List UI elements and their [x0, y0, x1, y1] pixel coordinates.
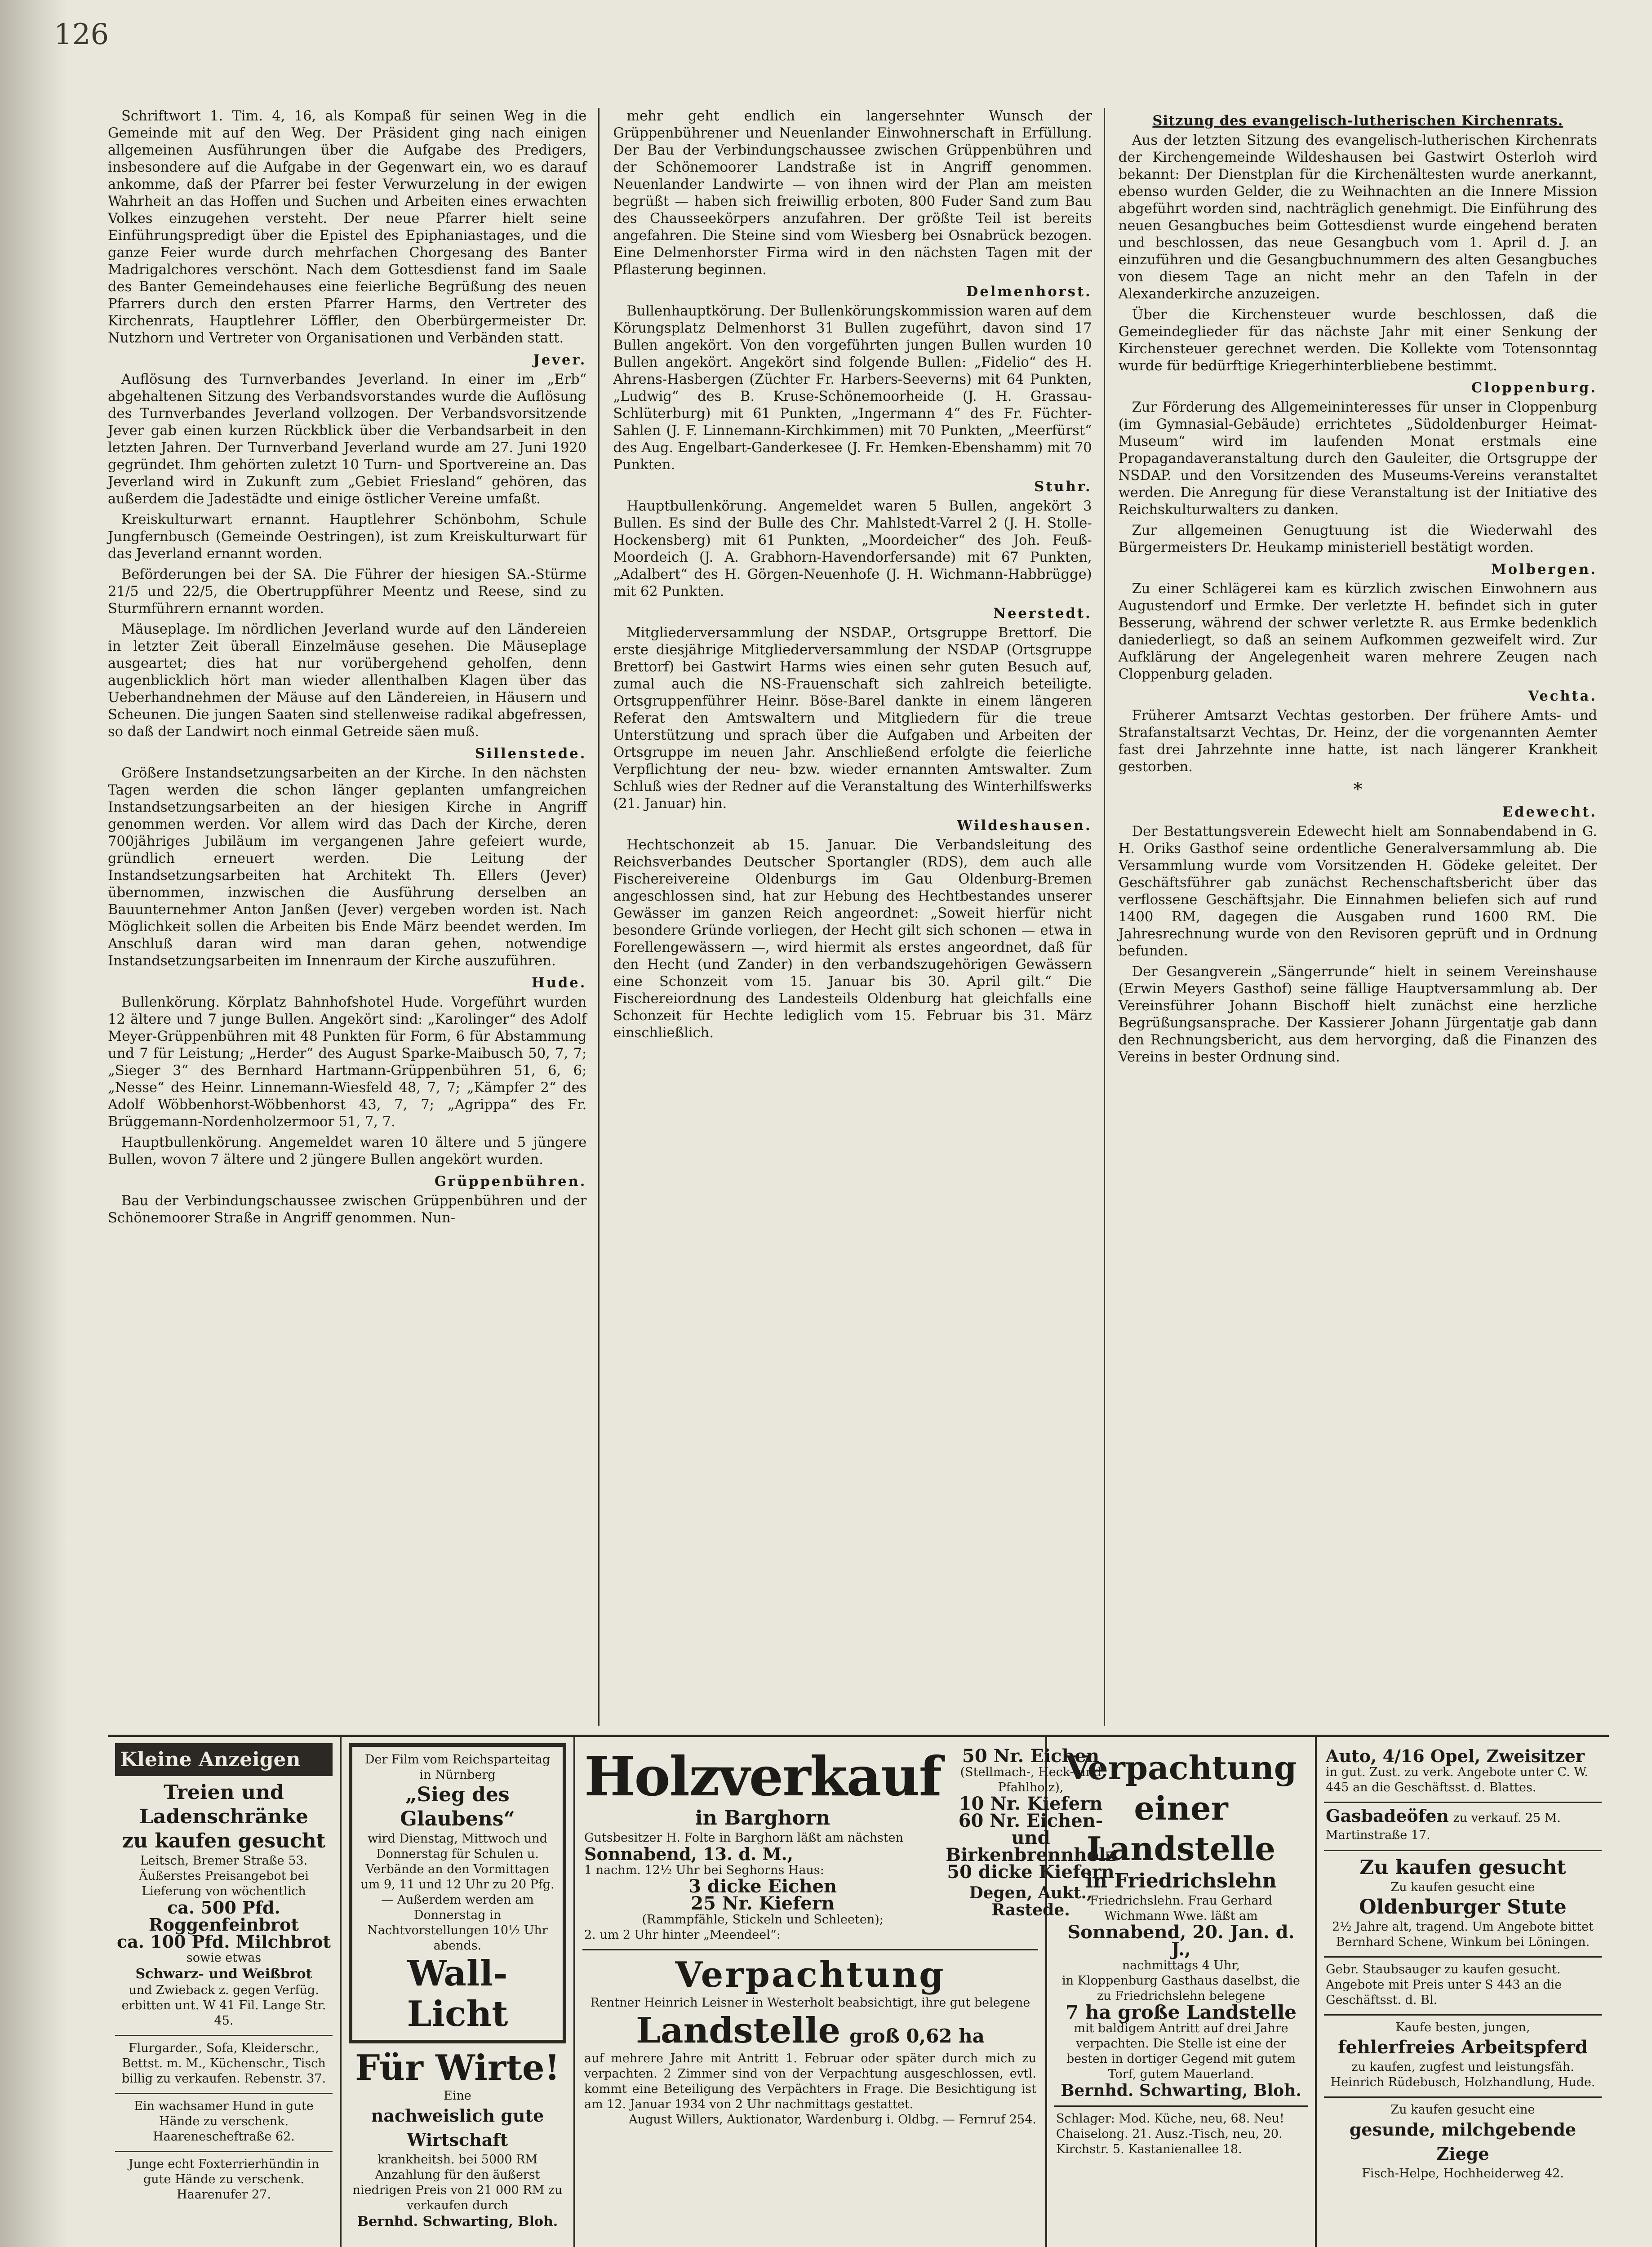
ad-text: 2½ Jahre alt, tragend. Um Angebote bittet Bernhard Schene, Winkum bei Löningen.: [1332, 1920, 1594, 1949]
ad-text: Rentner Heinrich Leisner in Westerholt beabsichtigt, ihre gut belegene: [590, 1996, 1030, 2010]
dateline: Molbergen.: [1491, 561, 1597, 577]
ad-text: Zu kaufen gesucht eine: [1390, 2103, 1535, 2117]
ad-title: Gasbadeöfen: [1326, 1806, 1449, 1826]
article-columns: [108, 108, 1609, 1726]
ad-note: (Stellmach-, Heck- und Pfahlholz),: [960, 1765, 1101, 1794]
ad-text: Gutsbesitzer H. Folte in Barghorn läßt am nächsten: [584, 1831, 904, 1845]
article-paragraph: Zur Förderung des Allgemeininteresses für unser in Cloppenburg (im Gymnasial-Gebäude) errichtetes „Südoldenburger Heimat-Museum“ wird im laufenden Monat erstmals eine Propagandaveranstaltung durch den Gauleiter, die Ortsgruppe der NSDAP. und den Vorsitzenden des Museums-Vereins veranstaltet werden. Die Anregung für diese Veranstaltung ist der Initiative des Reichskulturwalters zu danken.: [1118, 400, 1597, 518]
ad-headline: nachweislich gute Wirtschaft: [371, 2105, 544, 2150]
ad-title: Zu kaufen gesucht: [1359, 1856, 1566, 1879]
ad-column-2: [342, 1737, 575, 2247]
dateline: Delmenhorst.: [966, 284, 1092, 300]
ad-film: [349, 1743, 566, 2043]
ad-place: in Friedrichslehn: [1085, 1870, 1277, 1892]
article-paragraph: Aus der letzten Sitzung des evangelisch-lutherischen Kirchenrats der Kirchengemeinde Wildeshausen bei Gastwirt Osterloh wird bekannt: Der Dienstplan für die Kirchenältesten wurde anerkannt, ebenso wurden Gelder, die zu Weihnachten an die Innere Mission abgeführt worden sind, nachträglich genehmigt. Die Einführung des neuen Gesangbuches beim Gottesdienst wurde eingehend beraten und beschlossen, das neue Gesangbuch vom 1. April d. J. an einzuführen und die Gesangbuchnummern des alten Gesangbuches von diesem Tage an nicht mehr an den Tafeln in der Alexanderkirche anzuzeigen.: [1118, 133, 1597, 302]
ad-text: Friedrichslehn. Frau Gerhard Wichmann Wwe. läßt am: [1090, 1894, 1272, 1923]
dateline: Grüppenbühren.: [434, 1173, 587, 1190]
ad-item: Schwarz- und Weißbrot: [135, 1966, 312, 1982]
article-paragraph: Kreiskulturwart ernannt. Hauptlehrer Schönbohm, Schule Jungfernbusch (Gemeinde Oestringen), ist zum Kreiskulturwart für das Jeverland ernannt worden.: [108, 512, 587, 562]
ad-text: Kaufe besten, jungen,: [1395, 2021, 1530, 2034]
ad-time: 2. um 2 Uhr hinter „Meendeel“:: [584, 1928, 781, 1942]
ad-contact: August Willers, Auktionator, Wardenburg i. Oldbg. — Fernruf 254.: [629, 2113, 1036, 2127]
ad-lease: [582, 1950, 1038, 2134]
ad-size: 7 ha große Landstelle: [1065, 2001, 1297, 2023]
dateline: Stuhr.: [1034, 479, 1092, 495]
ad-farm-lease: [1054, 1743, 1308, 2107]
ad-headline: Landstelle: [636, 2010, 841, 2051]
ad-title: „Sieg des Glaubens“: [400, 1783, 515, 1830]
ad-contact: Bernhd. Schwarting, Bloh.: [1061, 2081, 1301, 2100]
article-paragraph: Bullenhauptkörung. Der Bullenkörungskommission waren auf dem Körungsplatz Delmenhorst 31 Bullen zugeführt, davon sind 17 Bullen angekört. Von den vorgeführten jungen Bullen wurden 10 Bullen angekört. Angekört sind folgende Bullen: „Fidelio“ des H. Ahrens-Hasbergen (Züchter Fr. Harbers-Seeverns) mit 64 Punkten, „Ludwig“ des B. Kruse-Schönemoorheide (J. H. Grassau-Schlüterburg) mit 61 Punkten, „Ingermann 4“ des Fr. Füchter-Sahlen (J. F. Linnemann-Kirchkimmen) mit 70 Punkten, „Meerfürst“ des Aug. Engelbart-Ganderkesee (J. Fr. Hemken-Ebenshamm) mit 70 Punkten.: [613, 303, 1092, 473]
article-paragraph: Bullenkörung. Körplatz Bahnhofshotel Hude. Vorgeführt wurden 12 ältere und 7 junge Bullen. Angekört sind: „Karolinger“ des Adolf Meyer-Grüppenbühren mit 48 Punkten für Form, 6 für Abstammung und 7 für Leistung; „Herder“ des August Sparke-Maibusch 50, 7, 7; „Sieger 3“ des Bernhard Hartmann-Grüppenbühren 51, 6, 6; „Nesse“ des Heinr. Linnemann-Wiesfeld 48, 7, 7; „Kämpfer 2“ des Adolf Wöbbenhorst-Wöbbenhorst 43, 7, 7; „Agrippa“ des Fr. Brüggemann-Nordenholzermoor 51, 7, 7.: [108, 995, 587, 1130]
ad-gas-heater: [1324, 1803, 1602, 1851]
article-paragraph: Schriftwort 1. Tim. 4, 16, als Kompaß für seinen Weg in die Gemeinde mit auf den Weg. Der Präsident ging nach einigen allgemeinen Ausführungen über die Aufgabe des Predigers, insbesondere auf die Aufgabe in der Gegenwart ein, wo es darauf ankomme, daß der Pfarrer bei fester Verwurzelung in der ewigen Wahrheit an das Hoffen und Suchen und Arbeiten eines erwachten Volkes einzugehen versteht. Der neue Pfarrer hielt seine Einführungspredigt über die Epistel des Epiphaniastages, und die ganze Feier wurde durch mehrfachen Chorgesang des Banter Madrigalchores verschönt. Nach dem Gottesdienst fand im Saale des Banter Gemeindehauses eine feierliche Begrüßung des neuen Pfarrers durch den ersten Pfarrer Harms, den Vertreter des Kirchenrats, Hauptlehrer Löffler, den Oberbürgermeister Dr. Nutzhorn und Vertreter von Organisationen und Verbänden statt.: [108, 108, 587, 346]
ad-contact: Bernhd. Schwarting, Bloh.: [357, 2214, 558, 2229]
ad-item: 50 dicke Kiefern: [947, 1861, 1115, 1883]
article-paragraph: Zu einer Schlägerei kam es kürzlich zwischen Einwohnern aus Augustendorf und Ermke. Der verletzte H. befindet sich in guter Besserung, während der schwer verletzte R. aus Ermke bedenklich daniederliegt, so daß an seinem Aufkommen gezweifelt wird. Zur Aufklärung der Angelegenheit waren mehrere Zeugen nach Cloppenburg geladen.: [1118, 581, 1597, 682]
column-3: [1119, 108, 1609, 1726]
ad-column-3: [575, 1737, 1116, 2247]
classifieds-banner: Kleine Anzeigen: [115, 1743, 333, 1776]
ad-place: in Barghorn: [695, 1807, 830, 1830]
ad-title: Holzverkauf: [584, 1745, 941, 1808]
ad-wood-sale: [582, 1743, 1116, 1950]
ad-text: in gut. Zust. zu verk. Angebote unter C. W. 445 an die Geschäftsst. d. Blattes.: [1326, 1765, 1588, 1794]
ad-text: Der Film vom Reichsparteitag in Nürnberg: [364, 1753, 551, 1782]
article-paragraph: Bau der Verbindungschaussee zwischen Grüppenbühren und der Schönemoorer Straße in Angriff genommen. Nun-: [108, 1193, 587, 1226]
ad-column-4: [1047, 1737, 1317, 2247]
ad-item: 3 dicke Eichen: [688, 1876, 837, 1897]
ad-item: 25 Nr. Kiefern: [691, 1893, 835, 1914]
ad-text: krankheitsh. bei 5000 RM Anzahlung für den äußerst niedrigen Preis von 21 000 RM zu verkaufen durch: [352, 2153, 563, 2212]
ad-text: mit baldigem Antritt auf drei Jahre verpachten. Die Stelle ist eine der besten in dortiger Gegend mit gutem Torf, gutem Mauerland.: [1066, 2021, 1296, 2081]
ad-text: Zu kaufen gesucht eine: [1390, 1880, 1535, 1894]
ad-text: zu kaufen, zugfest und leistungsfäh. Heinrich Rüdebusch, Holzhandlung, Hude.: [1330, 2060, 1595, 2089]
ad-horse-wanted: [1324, 1851, 1602, 1958]
dateline: Vechta.: [1528, 688, 1597, 704]
ad-dog: Ein wachsamer Hund in gute Hände zu verschenk. Haarenescheftraße 62.: [115, 2094, 333, 2152]
separator-star: *: [1353, 779, 1363, 800]
article-paragraph: Der Gesangverein „Sängerrunde“ hielt in seinem Vereinshause (Erwin Meyers Gasthof) seine fällige Hauptversammlung ab. Der Vereinsführer Johann Bischoff hielt zunächst eine herzliche Begrüßungsansprache. Der Kassierer Johann Jürgentatje gab dann den Rechnungsbericht, aus dem hervorging, daß die Finanzen des Vereins in bester Ordnung sind.: [1118, 964, 1597, 1065]
ad-contact: Degen, Aukt., Rastede.: [969, 1883, 1092, 1919]
page-number: 126: [54, 18, 109, 51]
ad-furniture: Flurgarder., Sofa, Kleiderschr., Bettst. m. M., Küchenschr., Tisch billig zu verkaufen. Rebenstr. 37.: [115, 2036, 333, 2094]
article-paragraph: Mäuseplage. Im nördlichen Jeverland wurde auf den Ländereien in letzter Zeit überall Einzelmäuse gesehen. Die Mäuseplage ausgeartet; dies hat nur vorübergehend geholfen, denn augenblicklich hört man wieder allenthalben Klagen über das Ueberhandnehmen der Mäuse auf den Ländereien, in Häusern und Scheunen. Die jungen Saaten sind stellenweise radikal abgefressen, so daß der Landwirt noch einmal Getreide säen muß.: [108, 622, 587, 740]
ad-goat: [1324, 2098, 1602, 2188]
ad-title: einer Landstelle: [1086, 1789, 1276, 1868]
dateline: Wildeshausen.: [957, 817, 1092, 834]
article-paragraph: mehr geht endlich ein langersehnter Wunsch der Grüppenbührener und Neuenlander Einwohnerschaft in Erfüllung. Der Bau der Verbindungschaussee zwischen Grüppenbühren und der Schönemoorer Landstraße ist in Angriff genommen. Neuenlander Landwirte — von ihnen wird der Plan am meisten begrüßt — haben sich freiwillig erboten, 800 Fuder Sand zum Bau des Chausseekörpers anzufahren. Der größte Teil ist bereits angefahren. Die Steine sind vom Wiesberg bei Osnabrück bezogen. Eine Delmenhorster Firma wird in den nächsten Tagen mit der Pflasterung beginnen.: [613, 108, 1092, 278]
ad-vacuum: Gebr. Staubsauger zu kaufen gesucht. Angebote mit Preis unter S 443 an die Geschäftsst. d. Bl.: [1324, 1958, 1602, 2016]
ad-car: [1324, 1743, 1602, 1803]
ad-furniture-sale: Schlager: Mod. Küche, neu, 68. Neu! Chaiselong. 21. Ausz.-Tisch, neu, 20. Kirchstr. 5. Kastanienallee 18.: [1056, 2112, 1284, 2156]
ad-size: groß 0,62 ha: [849, 2025, 985, 2047]
ad-text: Eine: [444, 2089, 471, 2103]
ad-text: auf mehrere Jahre mit Antritt 1. Februar oder später durch mich zu verpachten. 2 Zimmer sind von der Verpachtung ausgeschlossen, evtl. kommt eine Beteiligung des Verpächters in Frage. Die Besichtigung ist am 12. Januar 1934 von 2 Uhr nachmittags gestattet.: [584, 2052, 1036, 2111]
ad-headline: Oldenburger Stute: [1359, 1896, 1567, 1918]
ad-text: in Kloppenburg Gasthaus daselbst, die zu Friedrichslehn belegene: [1062, 1974, 1300, 2003]
ad-date: Sonnabend, 13. d. M.,: [584, 1844, 793, 1864]
ad-title: Treien und Ladenschränke: [139, 1781, 308, 1828]
article-paragraph: Hauptbullenkörung. Angemeldet waren 5 Bullen, angekört 3 Bullen. Es sind der Bulle des Chr. Mahlstedt-Varrel 2 (J. H. Stolle-Hockensberg) mit 61 Punkten, „Moordeicher“ des Joh. Feuß-Moordeich (J. A. Grabhorn-Havendorfersande) mit 67 Punkten, „Adalbert“ des H. Görgen-Neuenhofe (J. H. Wichmann-Habbrügge) mit 62 Punkten.: [613, 498, 1092, 599]
binding-edge: [0, 0, 67, 2247]
ad-venue: Wall-Licht: [407, 1953, 508, 2034]
ad-title: Für Wirte!: [355, 2047, 560, 2088]
ad-note: (Rammpfähle, Stickeln und Schleeten);: [642, 1913, 884, 1927]
dateline: Cloppenburg.: [1471, 380, 1597, 396]
ad-item: 10 Nr. Kiefern: [959, 1793, 1103, 1814]
ad-item: 50 Nr. Eichen: [962, 1745, 1100, 1767]
dateline: Jever.: [533, 352, 587, 368]
article-paragraph: Der Bestattungsverein Edewecht hielt am Sonnabendabend in G. H. Oriks Gasthof seine ordentliche Generalversammlung ab. Die Versammlung wurde vom Vorsitzenden H. Gödeke geleitet. Der Geschäftsführer gab zunächst Rechenschaftsbericht über das verflossene Geschäftsjahr. Die Einnahmen beliefen sich auf rund 1400 RM, dagegen die Ausgaben rund 1600 RM. Die Jahresrechnung wurde von den Revisoren geprüft und in Ordnung befunden.: [1118, 824, 1597, 959]
ad-text: Leitsch, Bremer Straße 53. Äußerstes Preisangebot bei Lieferung von wöchentlich: [138, 1854, 309, 1898]
ad-bakery: [115, 1776, 333, 2036]
column-2: [613, 108, 1105, 1726]
ad-title: Verpachtung: [675, 1954, 946, 1995]
article-paragraph: Auflösung des Turnverbandes Jeverland. In einer im „Erb“ abgehaltenen Sitzung des Verbandsvorstandes wurde die Auflösung des Turnverbandes Jeverland vollzogen. Der Verbandsvorsitzende Jever gab einen kurzen Rückblick über die Verbandsarbeit in den letzten Jahren. Der Turnverband Jeverland wurde am 27. Juni 1920 gegründet. Ihm gehörten zuletzt 10 Turn- und Sportvereine an. Das Jeverland wird in Zukunft zum „Gebiet Friesland“ gehören, das außerdem die Jadestädte und einige östlicher Vereine umfaßt.: [108, 372, 587, 507]
section-heading: Sitzung des evangelisch-lutherischen Kirchenrats.: [1152, 113, 1563, 129]
ad-time: 1 nachm. 12½ Uhr bei Seghorns Haus:: [584, 1863, 824, 1877]
ad-headline: fehlerfreies Arbeitspferd: [1338, 2037, 1588, 2058]
ad-restaurant: [349, 2043, 566, 2237]
article-paragraph: Über die Kirchensteuer wurde beschlossen, daß die Gemeindeglieder für das nächste Jahr mit einer Senkung der Kirchensteuer gerechnet werden. Die Kollekte vom Totensonntag wurde für bedürftige Kriegerhinterbliebene bestimmt.: [1118, 307, 1597, 374]
dateline: Hude.: [531, 975, 587, 991]
column-1: [108, 108, 600, 1726]
advertisements-section: [108, 1735, 1609, 2247]
ad-text: zu verkauf. 25 M. Martinstraße 17.: [1326, 1811, 1561, 1842]
ad-item: ca. 100 Pfd. Milchbrot: [117, 1932, 331, 1952]
dateline: Neerstedt.: [993, 605, 1092, 622]
ad-title: Auto, 4/16 Opel, Zweisitzer: [1326, 1746, 1585, 1766]
article-paragraph: Mitgliederversammlung der NSDAP., Ortsgruppe Brettorf. Die erste diesjährige Mitgliederversammlung der NSDAP (Ortsgruppe Brettorf) bei Gastwirt Harms wies einen sehr guten Besuch auf, zumal auch die NS-Frauenschaft sich zahlreich beteiligte. Ortsgruppenführer Heinr. Böse-Barel dankte in einem längeren Referat den Amtswaltern und Mitgliedern für die treue Unterstützung und sprach über die Aufgaben und Arbeiten der Ortsgruppe im neuen Jahr. Anschließend erfolgte die feierliche Verpflichtung der neu- bzw. wieder ernannten Amtswalter. Zum Schluß wies der Redner auf die Veranstaltung des Winterhilfswerks (21. Januar) hin.: [613, 625, 1092, 812]
ad-item: 60 Nr. Eichen- und Birkenbrennholz: [946, 1810, 1116, 1865]
dateline: Edewecht.: [1502, 804, 1597, 820]
ad-workhorse: [1324, 2016, 1602, 2098]
ad-column-5: [1317, 1737, 1609, 2247]
ad-item: ca. 500 Pfd. Roggenfeinbrot: [149, 1897, 299, 1935]
ad-foxterrier: Junge echt Foxterrierhündin in gute Hände zu verschenk. Haarenufer 27.: [128, 2157, 320, 2202]
article-paragraph: Hauptbullenkörung. Angemeldet waren 10 ältere und 5 jüngere Bullen, wovon 7 ältere und 2 jüngere Bullen angekört wurden.: [108, 1135, 587, 1168]
ad-headline: gesunde, milchgebende Ziege: [1349, 2119, 1577, 2164]
ad-title: Verpachtung: [1065, 1749, 1297, 1787]
article-paragraph: Beförderungen bei der SA. Die Führer der hiesigen SA.-Stürme 21/5 und 22/5, die Obertruppführer Meentz und Reese, sind zu Sturmführern ernannt worden.: [108, 567, 587, 617]
article-paragraph: Früherer Amtsarzt Vechtas gestorben. Der frühere Amts- und Strafanstaltsarzt Vechtas, Dr. Heinz, der die vorgenannten Aemter fast drei Jahrzehnte inne hatte, ist nach längerer Krankheit gestorben.: [1118, 708, 1597, 775]
ad-subtitle: zu kaufen gesucht: [122, 1830, 326, 1852]
ad-contact: Fisch-Helpe, Hochheiderweg 42.: [1362, 2167, 1564, 2180]
dateline: Sillenstede.: [475, 746, 587, 762]
ad-item: sowie etwas: [186, 1951, 262, 1965]
ad-footer: und Zwieback z. gegen Verfüg. erbitten unt. W 41 Fil. Lange Str. 45.: [121, 1983, 326, 2028]
article-paragraph: Hechtschonzeit ab 15. Januar. Die Verbandsleitung des Reichsverbandes Deutscher Sportangler (RDS), dem auch alle Fischereivereine Oldenburgs im Gau Oldenburg-Bremen angeschlossen sind, hat zur Hebung des Hechtbestandes unserer Gewässer im ganzen Reich angeordnet: „Soweit hierfür nicht besondere Gründe vorliegen, der Hecht gilt sich schonen — etwa in Forellengewässern —, wird hiermit als erstes angeordnet, daß für den Hecht (und Zander) in den verbandszugehörigen Gewässern eine Schonzeit vom 15. Januar bis 30. April gilt.“ Die Fischereiordnung des Landesteils Oldenburg hat gleichfalls eine Schonzeit für Hechte lediglich vom 15. Februar bis 31. März einschließlich.: [613, 837, 1092, 1041]
ad-text: wird Dienstag, Mittwoch und Donnerstag für Schulen u. Verbände an den Vormittagen um 9, 11 und 12 Uhr zu 20 Pfg. — Außerdem werden am Donnerstag in Nachtvorstellungen 10½ Uhr abends.: [360, 1832, 555, 1953]
ad-time: nachmittags 4 Uhr,: [1122, 1958, 1240, 1972]
ad-column-1: [108, 1737, 342, 2247]
article-paragraph: Größere Instandsetzungsarbeiten an der Kirche. In den nächsten Tagen werden die schon länger geplanten umfangreichen Instandsetzungsarbeiten an der hiesigen Kirche in Angriff genommen werden. Vor allem wird das Dach der Kirche, deren 700jähriges Jubiläum im vergangenen Jahre gefeiert wurde, gründlich erneuert werden. Die Leitung der Instandsetzungsarbeiten hat Architekt Th. Ellers (Jever) übernommen, inzwischen die Ausführung derselben an Bauunternehmer Anton Janßen (Jever) vergeben worden ist. Nach Möglichkeit sollen die Arbeiten bis Ende März beendet werden. Im Anschluß daran wird man daran gehen, notwendige Instandsetzungsarbeiten im Innenraum der Kirche auszuführen.: [108, 765, 587, 969]
ad-date: Sonnabend, 20. Jan. d. J.,: [1067, 1922, 1295, 1960]
article-paragraph: Zur allgemeinen Genugtuung ist die Wiederwahl des Bürgermeisters Dr. Heukamp ministeriell bestätigt worden.: [1118, 523, 1597, 555]
